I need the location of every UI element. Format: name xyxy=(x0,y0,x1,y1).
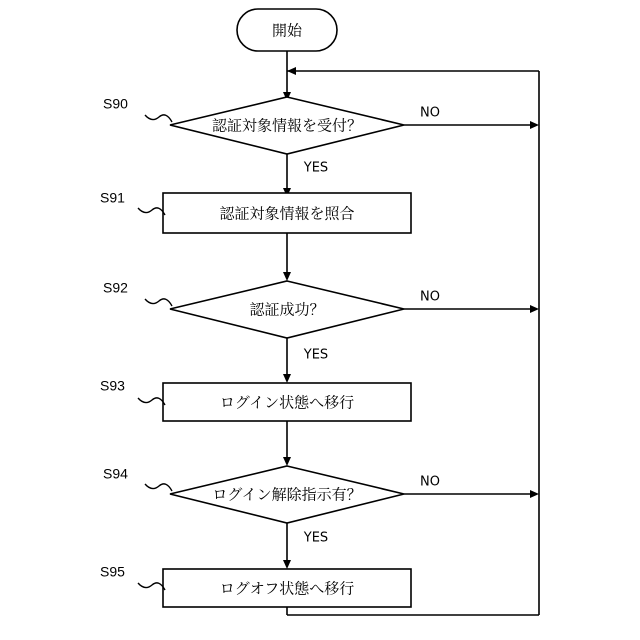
arrow-s92-to-s93 xyxy=(283,374,291,383)
arrow-s90-no xyxy=(530,121,539,129)
step-id-s95: S95 xyxy=(100,563,125,580)
step-id-s94: S94 xyxy=(103,465,128,482)
process-s93-label: ログイン状態へ移行 xyxy=(219,393,355,412)
step-id-s93: S93 xyxy=(100,377,125,394)
step-tick-s90 xyxy=(145,115,172,122)
process-s91-label: 認証対象情報を照合 xyxy=(219,204,355,223)
arrow-return-to-main xyxy=(287,67,296,75)
step-tick-s94 xyxy=(145,484,172,491)
arrow-s92-no xyxy=(530,305,539,313)
arrow-s91-to-s92 xyxy=(283,272,291,281)
start-label: 開始 xyxy=(271,21,303,40)
decision-s92-yes-label: YES xyxy=(303,347,329,363)
decision-s90-label: 認証対象情報を受付？ xyxy=(211,116,363,135)
decision-s90-no-label: NO xyxy=(420,105,440,121)
decision-s92-label: 認証成功？ xyxy=(249,300,325,319)
process-s95-label: ログオフ状態へ移行 xyxy=(219,579,355,598)
step-tick-s93 xyxy=(138,398,165,405)
arrow-s93-to-s94 xyxy=(283,457,291,466)
decision-s90-yes-label: YES xyxy=(303,160,329,176)
step-tick-s95 xyxy=(138,583,165,590)
step-tick-s92 xyxy=(145,299,172,306)
arrow-s94-no xyxy=(530,490,539,498)
decision-s92-no-label: NO xyxy=(420,289,440,305)
decision-s94-label: ログイン解除指示有？ xyxy=(212,485,362,504)
arrow-s94-to-s95 xyxy=(283,560,291,569)
step-id-s91: S91 xyxy=(100,189,125,206)
step-id-s90: S90 xyxy=(103,95,128,112)
step-id-s92: S92 xyxy=(103,279,128,296)
decision-s94-yes-label: YES xyxy=(303,530,329,546)
step-tick-s91 xyxy=(138,208,165,215)
decision-s94-no-label: NO xyxy=(420,474,440,490)
